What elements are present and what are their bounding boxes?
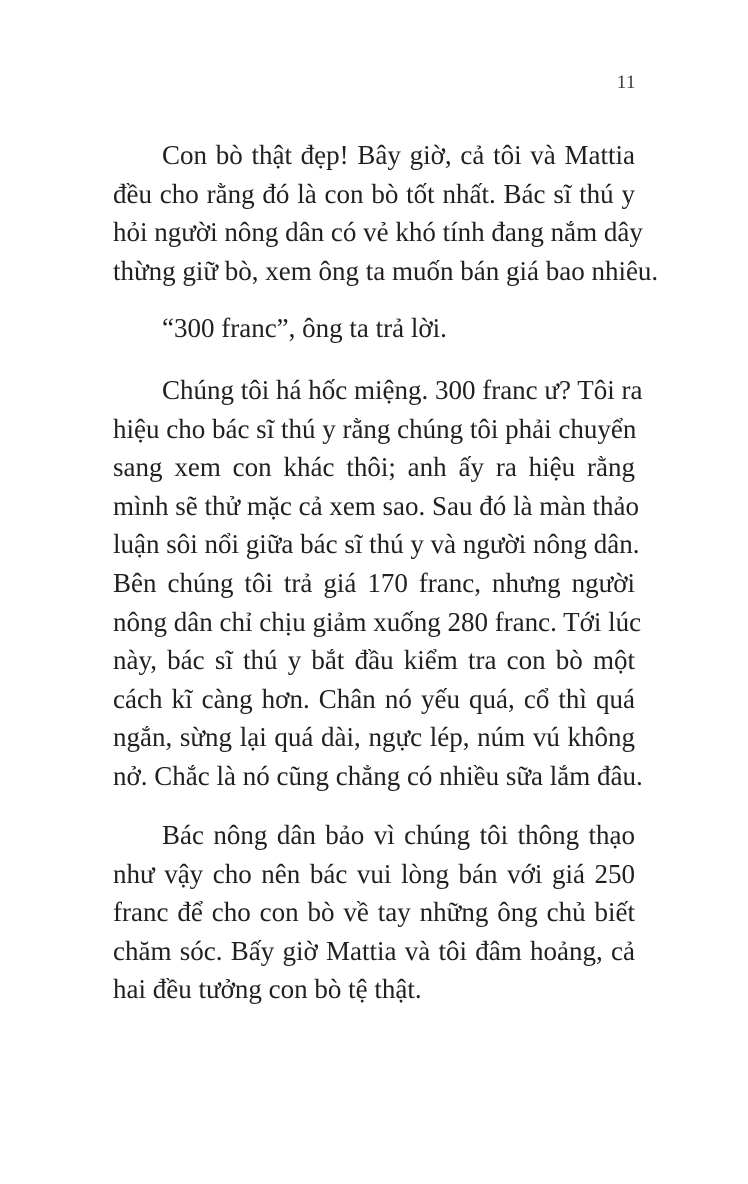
text-line: Bên chúng tôi trả giá 170 franc, nhưng người bbox=[113, 567, 635, 598]
text-line: thừng giữ bò, xem ông ta muốn bán giá bao nhiêu. bbox=[113, 255, 659, 286]
text-line: đều cho rằng đó là con bò tốt nhất. Bác sĩ thú y bbox=[113, 178, 635, 209]
text-line: nở. Chắc là nó cũng chẳng có nhiều sữa lắm đâu. bbox=[113, 760, 643, 791]
text-line: chăm sóc. Bấy giờ Mattia và tôi đâm hoảng, cả bbox=[113, 935, 635, 966]
text-line: hỏi người nông dân có vẻ khó tính đang nắm dây bbox=[113, 217, 643, 248]
paragraph-1 bbox=[113, 136, 659, 290]
paragraph-4 bbox=[113, 816, 635, 1009]
text-line: sang xem con khác thôi; anh ấy ra hiệu rằng bbox=[113, 452, 635, 483]
text-line: Con bò thật đẹp! Bây giờ, cả tôi và Mattia bbox=[162, 140, 635, 170]
text-line: Chúng tôi há hốc miệng. 300 franc ư? Tôi ra bbox=[162, 375, 643, 405]
text-line: mình sẽ thử mặc cả xem sao. Sau đó là màn thảo bbox=[113, 490, 639, 521]
text-line: cách kĩ càng hơn. Chân nó yếu quá, cổ thì quá bbox=[113, 683, 635, 714]
paragraph-3 bbox=[113, 371, 643, 796]
text-line: “300 franc”, ông ta trả lời. bbox=[162, 313, 447, 343]
text-line: ngắn, sừng lại quá dài, ngực lép, núm vú không bbox=[113, 722, 635, 753]
text-line: luận sôi nổi giữa bác sĩ thú y và người nông dân. bbox=[113, 529, 640, 560]
text-line: hiệu cho bác sĩ thú y rằng chúng tôi phải chuyển bbox=[113, 413, 637, 444]
text-line: này, bác sĩ thú y bắt đầu kiểm tra con bò một bbox=[113, 645, 635, 676]
text-line: Bác nông dân bảo vì chúng tôi thông thạo bbox=[162, 820, 635, 850]
text-line: hai đều tưởng con bò tệ thật. bbox=[113, 974, 422, 1005]
text-line: như vậy cho nên bác vui lòng bán với giá 250 bbox=[113, 858, 635, 889]
text-line: nông dân chỉ chịu giảm xuống 280 franc. Tới lúc bbox=[113, 606, 642, 637]
page-number: 11 bbox=[616, 72, 636, 93]
text-line: franc để cho con bò về tay những ông chủ biết bbox=[113, 897, 635, 928]
paragraph-2 bbox=[113, 309, 635, 348]
